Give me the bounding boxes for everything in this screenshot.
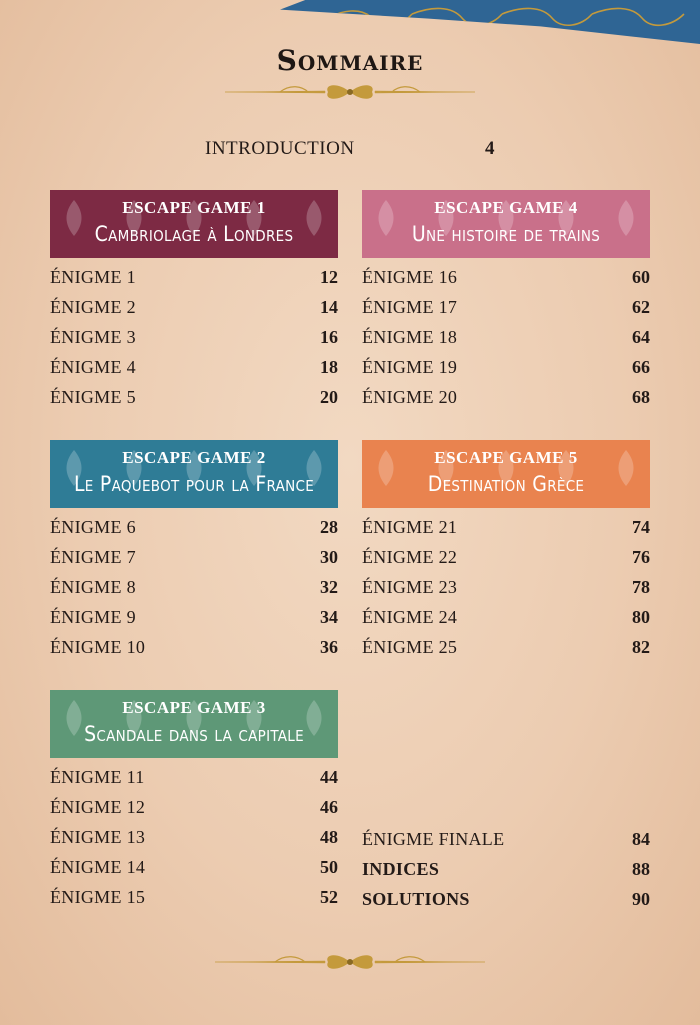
row-label: SOLUTIONS [362,889,470,909]
intro-page: 4 [485,138,495,159]
toc-row[interactable] [50,792,338,822]
toc-extras [362,824,650,914]
row-label: ÉNIGME FINALE [362,829,505,849]
title-flourish-icon [0,80,700,104]
section-name: Le Paquebot pour la France [73,472,315,496]
row-label: ÉNIGME 1 [50,267,136,287]
intro-label: INTRODUCTION [205,138,355,159]
toc-row[interactable] [50,882,338,912]
row-page: 18 [320,357,338,377]
toc-row[interactable] [50,632,338,662]
row-label: ÉNIGME 12 [50,797,146,817]
row-label: ÉNIGME 13 [50,827,146,847]
corner-ornament-band [280,0,700,44]
section-label: ESCAPE GAME 4 [434,198,578,217]
row-page: 28 [320,517,338,537]
row-label: ÉNIGME 24 [362,607,458,627]
row-label: ÉNIGME 21 [362,517,458,537]
section-escape-game-3 [50,690,338,912]
toc-row[interactable] [362,382,650,412]
row-label: ÉNIGME 14 [50,857,146,877]
row-page: 34 [320,607,338,627]
toc-row-solutions[interactable] [362,884,650,914]
section-escape-game-4 [362,190,650,412]
row-label: ÉNIGME 17 [362,297,458,317]
row-page: 64 [632,327,650,347]
row-page: 12 [320,267,338,287]
toc-introduction[interactable] [205,138,495,160]
section-banner[interactable] [362,190,650,258]
toc-row[interactable] [50,572,338,602]
row-page: 60 [632,267,650,287]
section-name: Scandale dans la capitale [84,722,304,746]
row-page: 82 [632,637,650,657]
row-label: ÉNIGME 16 [362,267,458,287]
toc-row-indices[interactable] [362,854,650,884]
section-escape-game-5 [362,440,650,662]
row-page: 48 [320,827,338,847]
corner-scroll-ornament-icon [312,6,692,28]
row-label: ÉNIGME 11 [50,767,145,787]
row-page: 90 [632,889,650,909]
row-label: ÉNIGME 3 [50,327,136,347]
toc-row[interactable] [362,602,650,632]
toc-row[interactable] [50,382,338,412]
row-label: ÉNIGME 4 [50,357,136,377]
section-banner[interactable] [362,440,650,508]
section-label: ESCAPE GAME 3 [122,698,266,717]
toc-row[interactable] [362,542,650,572]
bottom-flourish-icon [0,950,700,974]
row-page: 80 [632,607,650,627]
toc-row[interactable] [362,322,650,352]
row-page: 14 [320,297,338,317]
row-page: 16 [320,327,338,347]
row-label: ÉNIGME 10 [50,637,146,657]
row-page: 88 [632,859,650,879]
row-label: ÉNIGME 6 [50,517,136,537]
row-label: ÉNIGME 18 [362,327,458,347]
toc-row[interactable] [50,852,338,882]
row-page: 76 [632,547,650,567]
toc-row[interactable] [362,632,650,662]
section-escape-game-1 [50,190,338,412]
page-title: Sommaire [276,44,424,77]
row-page: 36 [320,637,338,657]
section-label: ESCAPE GAME 2 [122,448,266,467]
row-page: 52 [320,887,338,907]
row-label: ÉNIGME 22 [362,547,458,567]
section-name: Une histoire de trains [411,222,601,246]
row-label: ÉNIGME 2 [50,297,136,317]
row-page: 30 [320,547,338,567]
section-escape-game-2 [50,440,338,662]
toc-row[interactable] [362,512,650,542]
toc-row[interactable] [50,292,338,322]
row-page: 46 [320,797,338,817]
row-page: 62 [632,297,650,317]
row-label: ÉNIGME 9 [50,607,136,627]
section-name: Destination Grèce [427,472,585,496]
section-banner[interactable] [50,440,338,508]
row-label: ÉNIGME 5 [50,387,136,407]
row-page: 20 [320,387,338,407]
row-label: ÉNIGME 15 [50,887,146,907]
row-page: 68 [632,387,650,407]
toc-row[interactable] [362,572,650,602]
row-page: 66 [632,357,650,377]
row-page: 44 [320,767,338,787]
row-page: 50 [320,857,338,877]
toc-row[interactable] [50,542,338,572]
toc-row[interactable] [50,352,338,382]
row-page: 32 [320,577,338,597]
toc-row[interactable] [362,352,650,382]
toc-row[interactable] [50,262,338,292]
row-label: ÉNIGME 20 [362,387,458,407]
row-label: ÉNIGME 19 [362,357,458,377]
row-label: INDICES [362,859,440,879]
toc-row[interactable] [50,322,338,352]
toc-row[interactable] [50,512,338,542]
section-label: ESCAPE GAME 5 [434,448,578,467]
row-label: ÉNIGME 8 [50,577,136,597]
section-banner[interactable] [50,190,338,258]
row-label: ÉNIGME 25 [362,637,458,657]
toc-row[interactable] [362,262,650,292]
section-name: Cambriolage à Londres [94,222,294,246]
section-banner[interactable] [50,690,338,758]
row-page: 84 [632,829,650,849]
toc-row[interactable] [50,602,338,632]
row-label: ÉNIGME 7 [50,547,136,567]
row-page: 78 [632,577,650,597]
toc-row-final[interactable] [362,824,650,854]
section-label: ESCAPE GAME 1 [122,198,266,217]
row-page: 74 [632,517,650,537]
row-label: ÉNIGME 23 [362,577,458,597]
toc-row[interactable] [50,762,338,792]
toc-row[interactable] [362,292,650,322]
toc-row[interactable] [50,822,338,852]
